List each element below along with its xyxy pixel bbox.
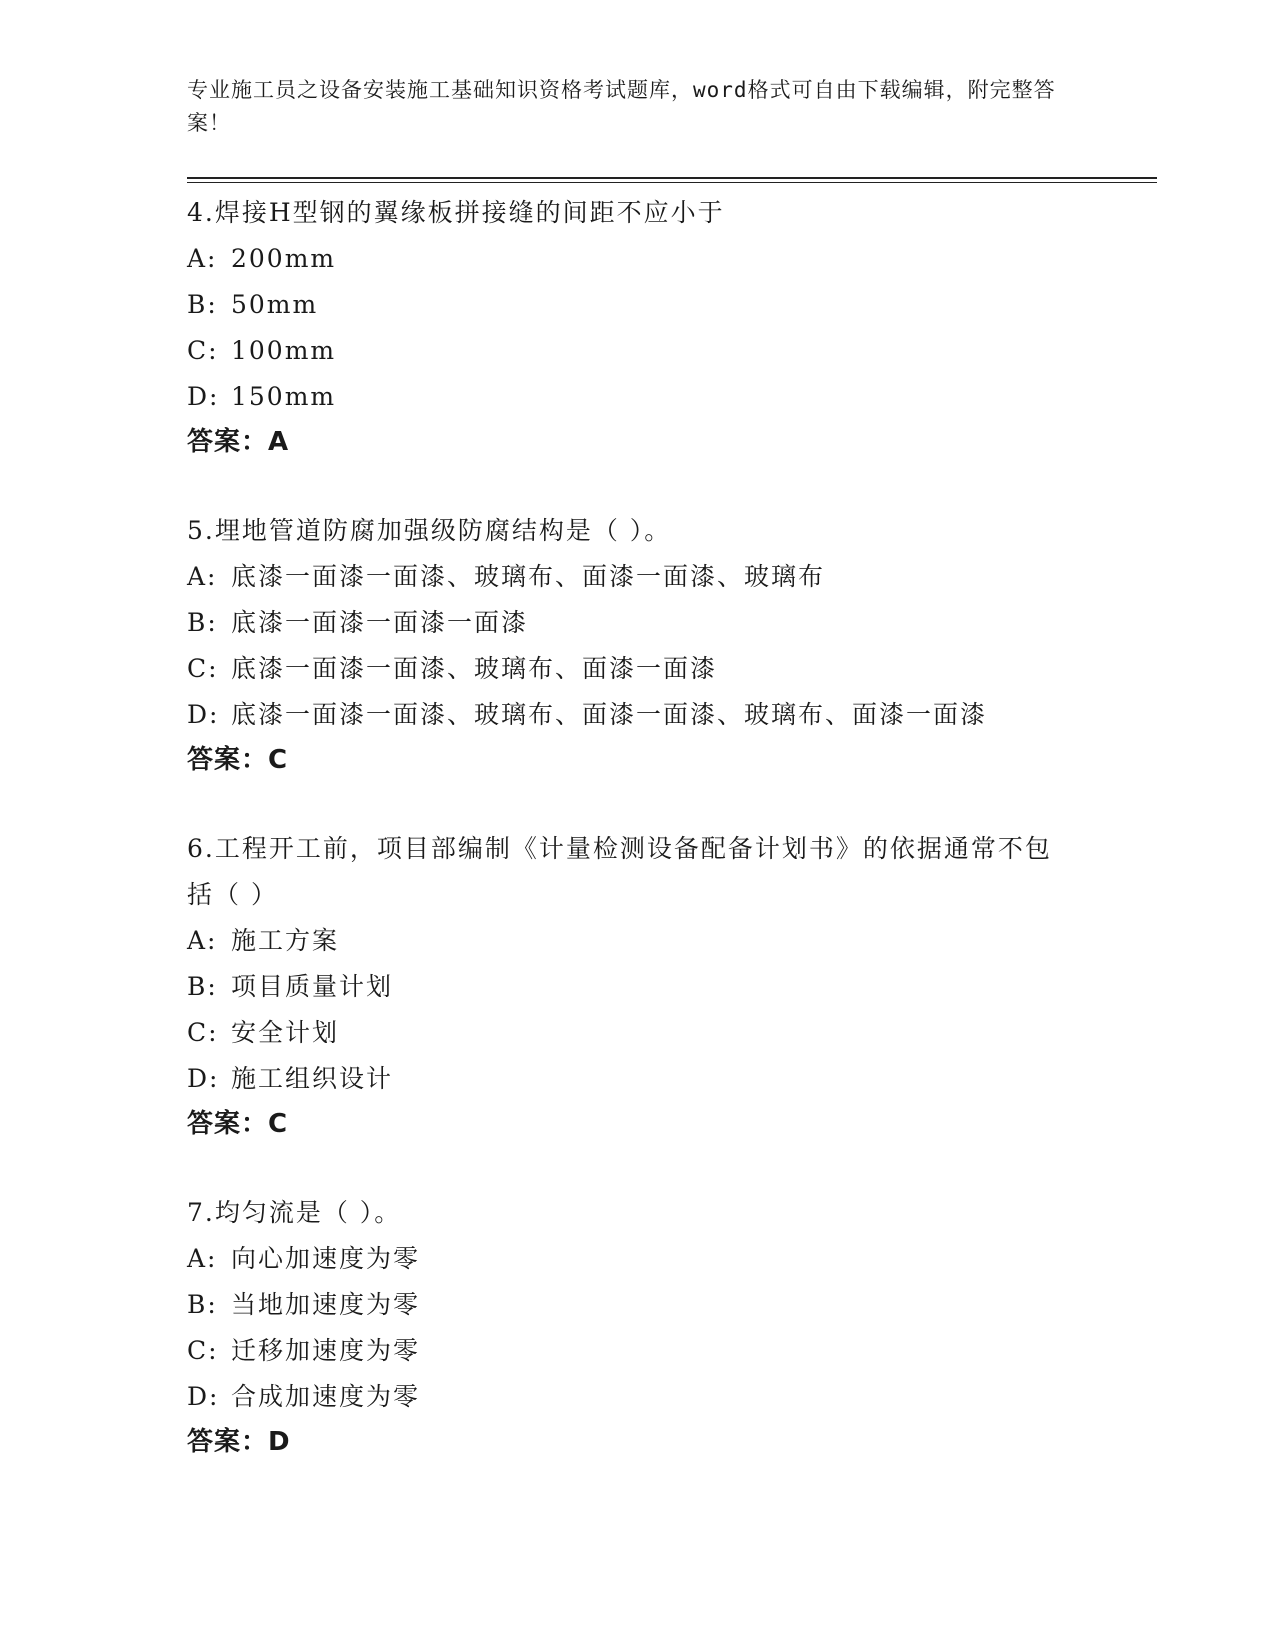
option-text: 当地加速度为零 bbox=[231, 1290, 421, 1319]
option-c bbox=[187, 646, 1157, 692]
option-key: A: bbox=[187, 244, 218, 273]
option-key: B: bbox=[187, 290, 218, 319]
option-text: 底漆一面漆一面漆一面漆 bbox=[231, 608, 529, 637]
question-6 bbox=[187, 826, 1157, 1146]
option-text: 底漆一面漆一面漆、玻璃布、面漆一面漆 bbox=[231, 654, 718, 683]
question-stem: 4.焊接H型钢的翼缘板拼接缝的间距不应小于 bbox=[187, 198, 725, 227]
option-text: 200mm bbox=[231, 244, 337, 273]
question-list bbox=[187, 190, 1157, 1508]
option-text: 底漆一面漆一面漆、玻璃布、面漆一面漆、玻璃布 bbox=[231, 562, 826, 591]
option-text: 向心加速度为零 bbox=[231, 1244, 421, 1273]
option-key: C: bbox=[187, 654, 219, 683]
question-7 bbox=[187, 1190, 1157, 1464]
option-a bbox=[187, 554, 1157, 600]
option-text: 安全计划 bbox=[231, 1018, 340, 1047]
option-key: D: bbox=[187, 1064, 220, 1093]
option-key: B: bbox=[187, 608, 218, 637]
option-key: C: bbox=[187, 336, 219, 365]
answer-value: C bbox=[268, 745, 289, 775]
option-text: 100mm bbox=[231, 336, 337, 365]
question-stem: 7.均匀流是（ ）。 bbox=[187, 1198, 402, 1227]
option-a bbox=[187, 236, 1157, 282]
option-text: 150mm bbox=[231, 382, 337, 411]
option-key: A: bbox=[187, 926, 218, 955]
answer-line bbox=[187, 738, 1157, 782]
answer-line bbox=[187, 420, 1157, 464]
option-d bbox=[187, 374, 1157, 420]
option-b bbox=[187, 1282, 1157, 1328]
option-b bbox=[187, 600, 1157, 646]
answer-value: C bbox=[268, 1109, 289, 1139]
option-key: A: bbox=[187, 562, 218, 591]
option-text: 50mm bbox=[231, 290, 319, 319]
option-b bbox=[187, 964, 1157, 1010]
option-key: B: bbox=[187, 1290, 218, 1319]
option-key: C: bbox=[187, 1018, 219, 1047]
option-a bbox=[187, 918, 1157, 964]
option-d bbox=[187, 692, 1157, 738]
option-text: 迁移加速度为零 bbox=[231, 1336, 421, 1365]
option-text: 合成加速度为零 bbox=[231, 1382, 421, 1411]
answer-prefix: 答案： bbox=[187, 745, 269, 775]
question-4 bbox=[187, 190, 1157, 464]
option-a bbox=[187, 1236, 1157, 1282]
option-key: B: bbox=[187, 972, 218, 1001]
option-text: 施工方案 bbox=[231, 926, 340, 955]
question-stem: 5.埋地管道防腐加强级防腐结构是（ ）。 bbox=[187, 516, 672, 545]
header-divider bbox=[187, 177, 1157, 183]
question-stem: 6.工程开工前，项目部编制《计量检测设备配备计划书》的依据通常不包括（ ） bbox=[187, 834, 1052, 909]
option-key: A: bbox=[187, 1244, 218, 1273]
answer-line bbox=[187, 1102, 1157, 1146]
answer-prefix: 答案： bbox=[187, 1109, 269, 1139]
option-c bbox=[187, 328, 1157, 374]
option-key: C: bbox=[187, 1336, 219, 1365]
question-5 bbox=[187, 508, 1157, 782]
answer-line bbox=[187, 1420, 1157, 1464]
option-d bbox=[187, 1056, 1157, 1102]
answer-value: A bbox=[268, 427, 290, 457]
answer-value: D bbox=[268, 1427, 291, 1457]
option-key: D: bbox=[187, 382, 220, 411]
option-key: D: bbox=[187, 700, 220, 729]
option-text: 底漆一面漆一面漆、玻璃布、面漆一面漆、玻璃布、面漆一面漆 bbox=[231, 700, 988, 729]
option-b bbox=[187, 282, 1157, 328]
option-d bbox=[187, 1374, 1157, 1420]
option-key: D: bbox=[187, 1382, 220, 1411]
option-c bbox=[187, 1010, 1157, 1056]
option-text: 施工组织设计 bbox=[231, 1064, 394, 1093]
document-header: 专业施工员之设备安装施工基础知识资格考试题库，word格式可自由下载编辑，附完整答案！ bbox=[187, 78, 1056, 135]
option-c bbox=[187, 1328, 1157, 1374]
answer-prefix: 答案： bbox=[187, 1427, 269, 1457]
option-text: 项目质量计划 bbox=[231, 972, 394, 1001]
answer-prefix: 答案： bbox=[187, 427, 269, 457]
